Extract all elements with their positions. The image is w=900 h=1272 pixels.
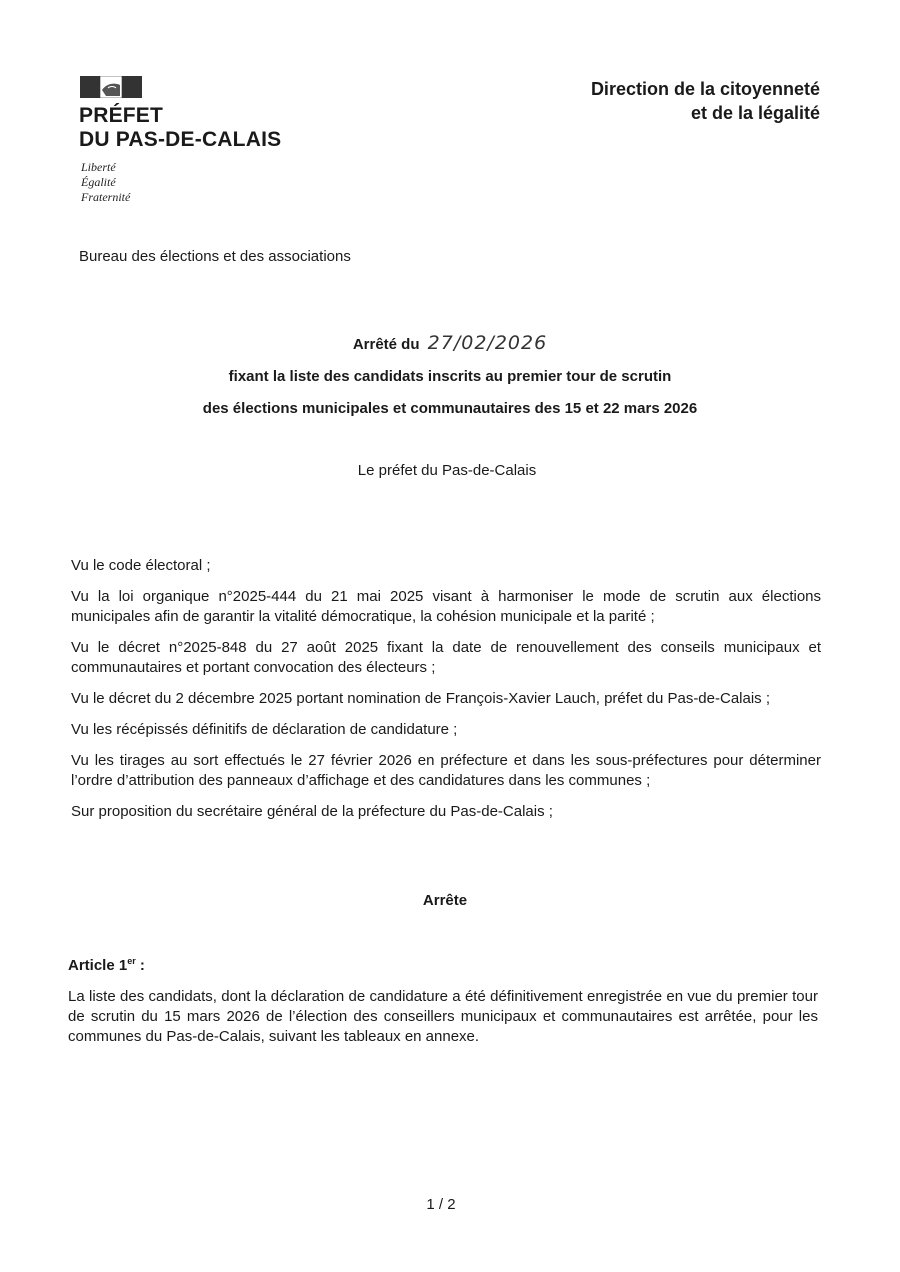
- direction-line1: Direction de la citoyenneté: [590, 79, 820, 99]
- prefet-title-line1: PRÉFET: [79, 104, 164, 127]
- considerant: Vu les tirages au sort effectués le 27 février 2026 en préfecture et dans les sous-préfectures pour déterminer l’ordre d’attribution des panneaux d’affichage et des candidatures dans les communes ;: [71, 752, 821, 789]
- article-1-text: La liste des candidats, dont la déclaration de candidature a été définitivement enregistrée en vue du premier tour de scrutin du 15 mars 2026 de l’élection des conseillers municipaux et communautaires est arrêtée, pour les communes du Pas-de-Calais, suivant les tableaux en annexe.: [68, 988, 818, 1045]
- prefet-title: [79, 104, 281, 152]
- prefet-title-line2: DU PAS-DE-CALAIS: [79, 128, 282, 151]
- considerant: Sur proposition du secrétaire général de la préfecture du Pas-de-Calais ;: [71, 803, 553, 820]
- devise-fraternite: Fraternité: [81, 190, 131, 204]
- considerant: Vu le décret du 2 décembre 2025 portant nomination de François-Xavier Lauch, préfet du Pas-de-Calais ;: [71, 690, 771, 707]
- direction-heading: [591, 77, 820, 125]
- page-number: 1 / 2: [426, 1196, 456, 1213]
- direction-line2: et de la légalité: [690, 103, 820, 123]
- marianne-logo: [80, 76, 142, 98]
- subtitle-line1: fixant la liste des candidats inscrits au premier tour de scrutin: [228, 368, 672, 385]
- handwritten-date: 27/02/2026: [427, 332, 548, 354]
- article-1-label: Article 1: [68, 957, 128, 974]
- devise-egalite: Égalité: [81, 175, 116, 189]
- considerant: Vu la loi organique n°2025-444 du 21 mai 2025 visant à harmoniser le mode de scrutin aux élections municipales afin de garantir la vitalité démocratique, la cohésion municipale et la parité ;: [71, 588, 821, 625]
- article-1-superscript: er: [127, 956, 136, 966]
- considerant: Vu le code électoral ;: [71, 557, 211, 574]
- considerant: Vu le décret n°2025-848 du 27 août 2025 fixant la date de renouvellement des conseils municipaux et communautaires et portant convocation des électeurs ;: [71, 639, 821, 676]
- considerant: Vu les récépissés définitifs de déclaration de candidature ;: [71, 721, 458, 738]
- prefet-line: Le préfet du Pas-de-Calais: [357, 462, 537, 479]
- devise-liberte: Liberté: [81, 160, 116, 174]
- bureau-name: Bureau des élections et des associations: [79, 248, 351, 265]
- arrete-heading: Arrête: [422, 892, 468, 909]
- subtitle-line2: des élections municipales et communautaires des 15 et 22 mars 2026: [202, 400, 698, 417]
- article-1-title: [68, 956, 145, 974]
- devise: [81, 160, 130, 205]
- considerants-list: [71, 556, 821, 833]
- arrete-du-label: Arrêté du: [352, 336, 420, 353]
- arrete-title: [0, 332, 900, 354]
- article-1-suffix: :: [135, 957, 145, 974]
